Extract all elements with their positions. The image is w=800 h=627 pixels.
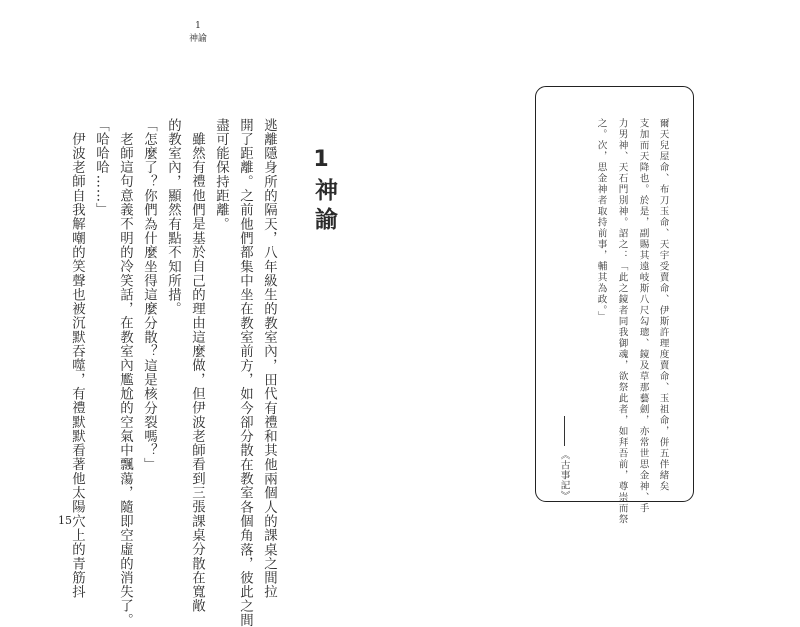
body-line: 「怎麼了？你們為什麼坐得這麼分散？這是核分裂嗎？」 bbox=[141, 118, 157, 472]
chapter-title: 神諭 bbox=[311, 178, 337, 236]
body-line: 的教室內，顯然有點不知所措。 bbox=[165, 118, 181, 317]
body-line: 伊波老師自我解嘲的笑聲也被沉默吞噬，有禮默默看著他太陽穴上的青筋抖 bbox=[69, 132, 85, 599]
epigraph-line: 爾天兒屋命、布刀玉命、天宇受賣命、伊斯許理度賣命、玉祖命，併五伴緒矣 bbox=[657, 118, 669, 492]
body-line: 雖然有禮他們是基於自己的理由這麼做，但伊波老師看到三張課桌分散在寬敞 bbox=[189, 132, 205, 614]
epigraph-line: 之。次，思金神者取持前事，輔其為政。」 bbox=[595, 118, 607, 323]
running-header-number: 1 bbox=[195, 21, 201, 31]
running-header-title: 神諭 bbox=[188, 34, 207, 44]
chapter-number: 1 bbox=[313, 147, 329, 172]
body-line: 「哈哈哈……」 bbox=[93, 118, 109, 218]
attribution-dash bbox=[564, 416, 565, 446]
body-line: 盡可能保持距離。 bbox=[213, 118, 229, 232]
running-header bbox=[178, 20, 218, 46]
epigraph-attribution: 《古事記》 bbox=[558, 450, 570, 501]
body-line: 老師這句意義不明的冷笑話，在教室內尷尬的空氣中飄蕩，隨即空虛的消失了。 bbox=[117, 132, 133, 627]
epigraph-line: 力男神、天石門別神。詔之：「此之鏡者同我御魂，欲祭此者，如拜吾前，尊崇而祭 bbox=[616, 118, 628, 525]
page-number: 15 bbox=[58, 514, 72, 527]
body-line: 開了距離。之前他們都集中坐在教室前方，如今卻分散在教室各個角落，彼此之間 bbox=[237, 118, 253, 627]
epigraph-frame bbox=[535, 86, 694, 502]
body-line: 逃離隱身所的隔天，八年級生的教室內，田代有禮和其他兩個人的課桌之間拉 bbox=[261, 118, 277, 600]
epigraph-line: 支加而天降也。於是，副賜其遠岐斯八尺勾璁、鏡及草那藝劍，亦常世思金神、手 bbox=[637, 118, 649, 514]
